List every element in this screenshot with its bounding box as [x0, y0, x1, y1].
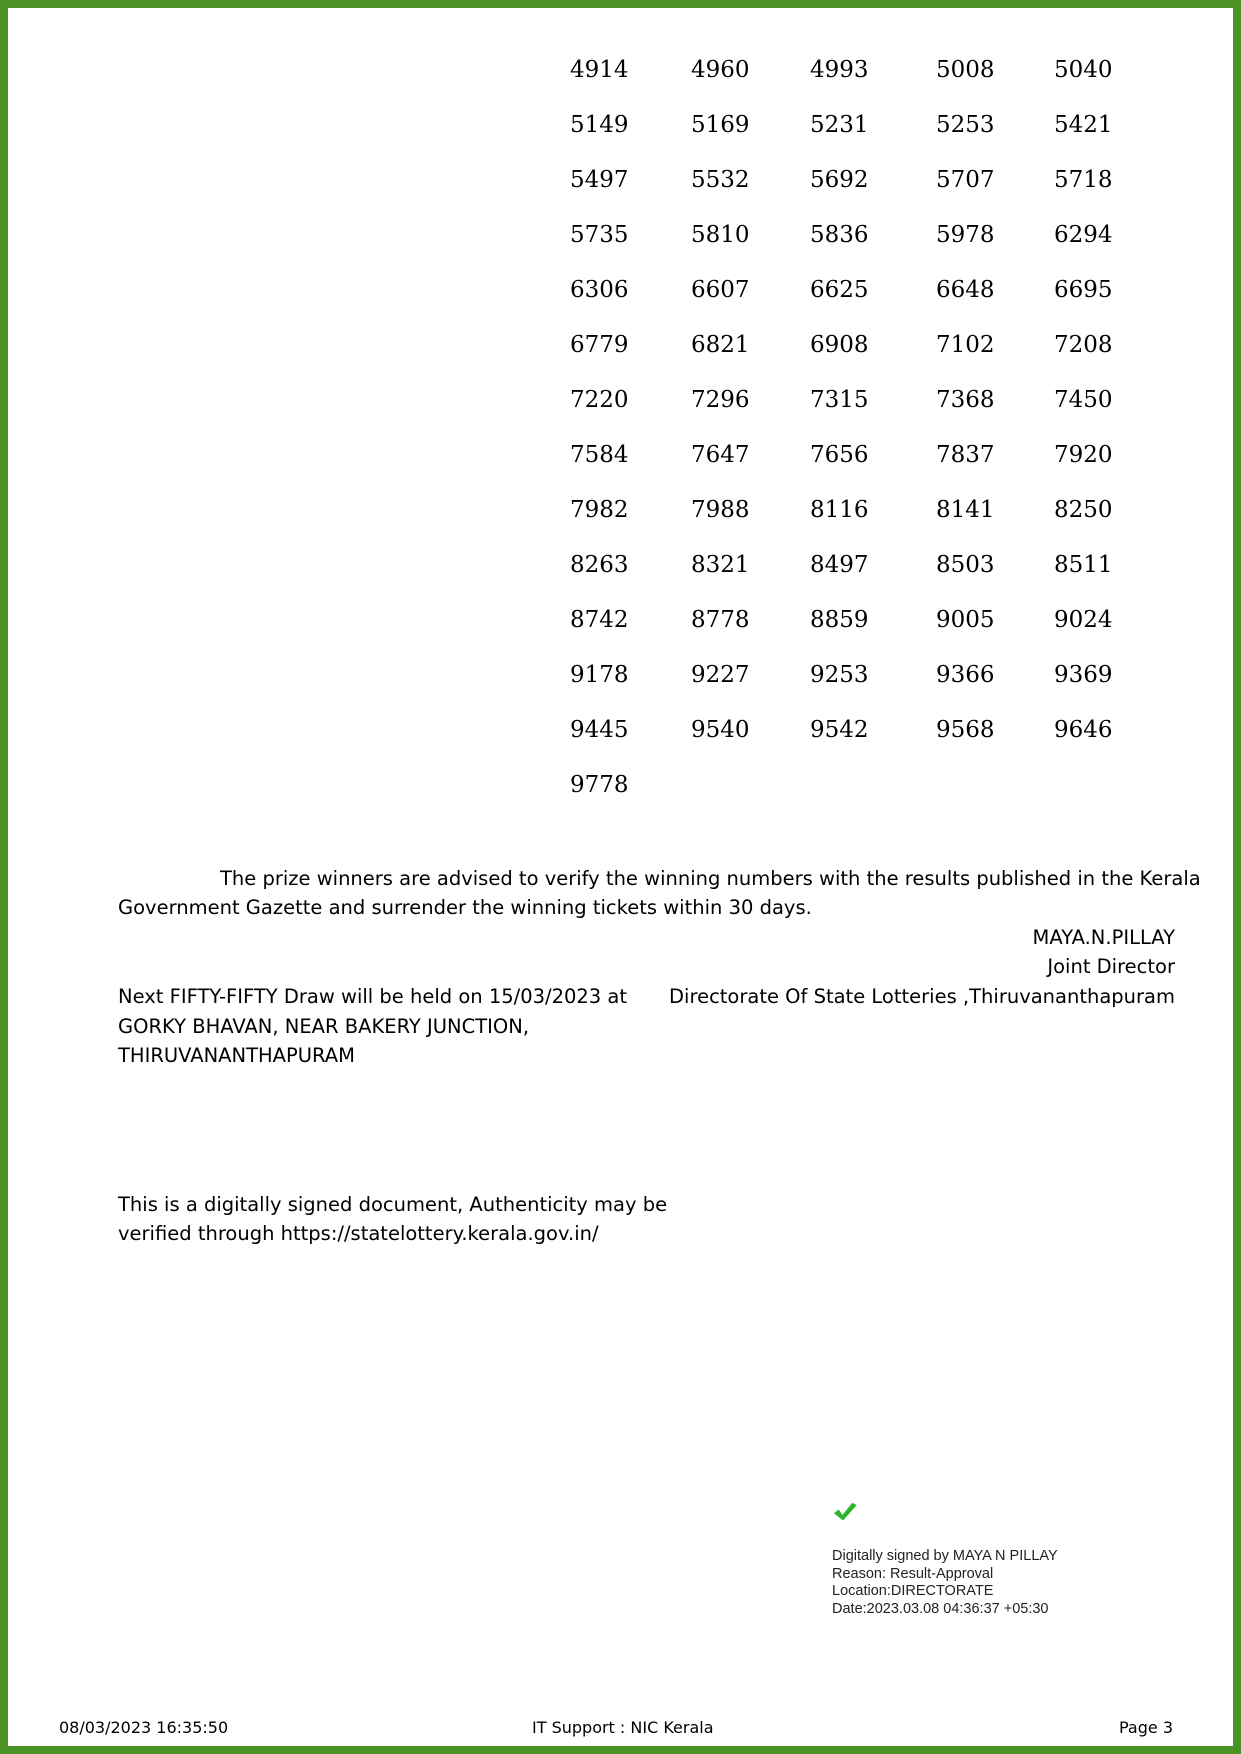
- prize-number: 6648: [936, 277, 995, 303]
- authenticity-line-2: verified through https://statelottery.kerala.gov.in/: [118, 1222, 599, 1245]
- prize-number: 9445: [570, 717, 629, 743]
- prize-number: 5040: [1054, 57, 1113, 83]
- prize-number: 9227: [691, 662, 750, 688]
- prize-number: 9778: [570, 772, 629, 798]
- prize-number: 7988: [691, 497, 750, 523]
- notice-line-2: Government Gazette and surrender the winning tickets within 30 days.: [118, 896, 812, 919]
- prize-number: 6625: [810, 277, 869, 303]
- prize-number: 7296: [691, 387, 750, 413]
- authenticity-line-1: This is a digitally signed document, Authenticity may be: [118, 1193, 668, 1216]
- prize-number: 5149: [570, 112, 629, 138]
- prize-number: 4993: [810, 57, 869, 83]
- prize-number: 7837: [936, 442, 995, 468]
- prize-number: 9005: [936, 607, 995, 633]
- prize-number: 5253: [936, 112, 995, 138]
- prize-number: 5718: [1054, 167, 1113, 193]
- prize-number: 8503: [936, 552, 995, 578]
- notice-line-1: The prize winners are advised to verify the winning numbers with the results published in the Kerala: [220, 867, 1201, 890]
- prize-number: 8859: [810, 607, 869, 633]
- prize-number: 7315: [810, 387, 869, 413]
- prize-number: 7220: [570, 387, 629, 413]
- next-draw-line-2: GORKY BHAVAN, NEAR BAKERY JUNCTION,: [118, 1015, 530, 1038]
- prize-number: 7584: [570, 442, 629, 468]
- prize-number: 5532: [691, 167, 750, 193]
- prize-number: 6306: [570, 277, 629, 303]
- next-draw-line-1: Next FIFTY-FIFTY Draw will be held on 15/03/2023 at: [118, 985, 627, 1008]
- signature-date: Date:2023.03.08 04:36:37 +05:30: [832, 1600, 1049, 1617]
- prize-number: 8511: [1054, 552, 1113, 578]
- prize-number: 5836: [810, 222, 869, 248]
- prize-number: 5810: [691, 222, 750, 248]
- prize-number: 5978: [936, 222, 995, 248]
- footer-support: IT Support : NIC Kerala: [532, 1718, 714, 1737]
- prize-number: 9646: [1054, 717, 1113, 743]
- signatory-office: Directorate Of State Lotteries ,Thiruvananthapuram: [669, 985, 1175, 1008]
- prize-number: 6695: [1054, 277, 1113, 303]
- prize-number: 8321: [691, 552, 750, 578]
- prize-number: 7656: [810, 442, 869, 468]
- prize-number: 4914: [570, 57, 629, 83]
- prize-number: 5008: [936, 57, 995, 83]
- prize-number: 9369: [1054, 662, 1113, 688]
- prize-number: 5169: [691, 112, 750, 138]
- prize-number: 9568: [936, 717, 995, 743]
- prize-number: 8263: [570, 552, 629, 578]
- prize-number: 7102: [936, 332, 995, 358]
- prize-number: 8141: [936, 497, 995, 523]
- prize-number: 9542: [810, 717, 869, 743]
- prize-number: 5421: [1054, 112, 1113, 138]
- prize-number: 5692: [810, 167, 869, 193]
- next-draw-line-3: THIRUVANANTHAPURAM: [118, 1044, 355, 1067]
- prize-number: 9253: [810, 662, 869, 688]
- prize-number: 5231: [810, 112, 869, 138]
- footer-timestamp: 08/03/2023 16:35:50: [59, 1718, 229, 1737]
- prize-number: 5497: [570, 167, 629, 193]
- prize-number: 8497: [810, 552, 869, 578]
- prize-number: 6294: [1054, 222, 1113, 248]
- signatory-name: MAYA.N.PILLAY: [1032, 926, 1175, 949]
- prize-number: 5735: [570, 222, 629, 248]
- prize-number: 6821: [691, 332, 750, 358]
- prize-number: 9540: [691, 717, 750, 743]
- prize-number: 6779: [570, 332, 629, 358]
- prize-number: 9024: [1054, 607, 1113, 633]
- footer-page-number: Page 3: [1119, 1718, 1173, 1737]
- prize-number: 7208: [1054, 332, 1113, 358]
- prize-number: 8250: [1054, 497, 1113, 523]
- prize-number: 8778: [691, 607, 750, 633]
- prize-number: 8742: [570, 607, 629, 633]
- signature-reason: Reason: Result-Approval: [832, 1565, 994, 1582]
- prize-number: 9366: [936, 662, 995, 688]
- checkmark-shape: [834, 1503, 857, 1521]
- prize-number: 7982: [570, 497, 629, 523]
- prize-number: 5707: [936, 167, 995, 193]
- prize-number: 7920: [1054, 442, 1113, 468]
- signature-location: Location:DIRECTORATE: [832, 1583, 994, 1599]
- prize-number: 7368: [936, 387, 995, 413]
- prize-number: 4960: [691, 57, 750, 83]
- prize-number: 7450: [1054, 387, 1113, 413]
- prize-number: 8116: [810, 497, 869, 523]
- digital-signature-block: [832, 1548, 1058, 1618]
- prize-number: 9178: [570, 662, 629, 688]
- prize-number: 7647: [691, 442, 750, 468]
- signatory-designation: Joint Director: [1047, 955, 1175, 978]
- prize-number: 6908: [810, 332, 869, 358]
- prize-number: 6607: [691, 277, 750, 303]
- signature-signed-by: Digitally signed by MAYA N PILLAY: [832, 1548, 1058, 1564]
